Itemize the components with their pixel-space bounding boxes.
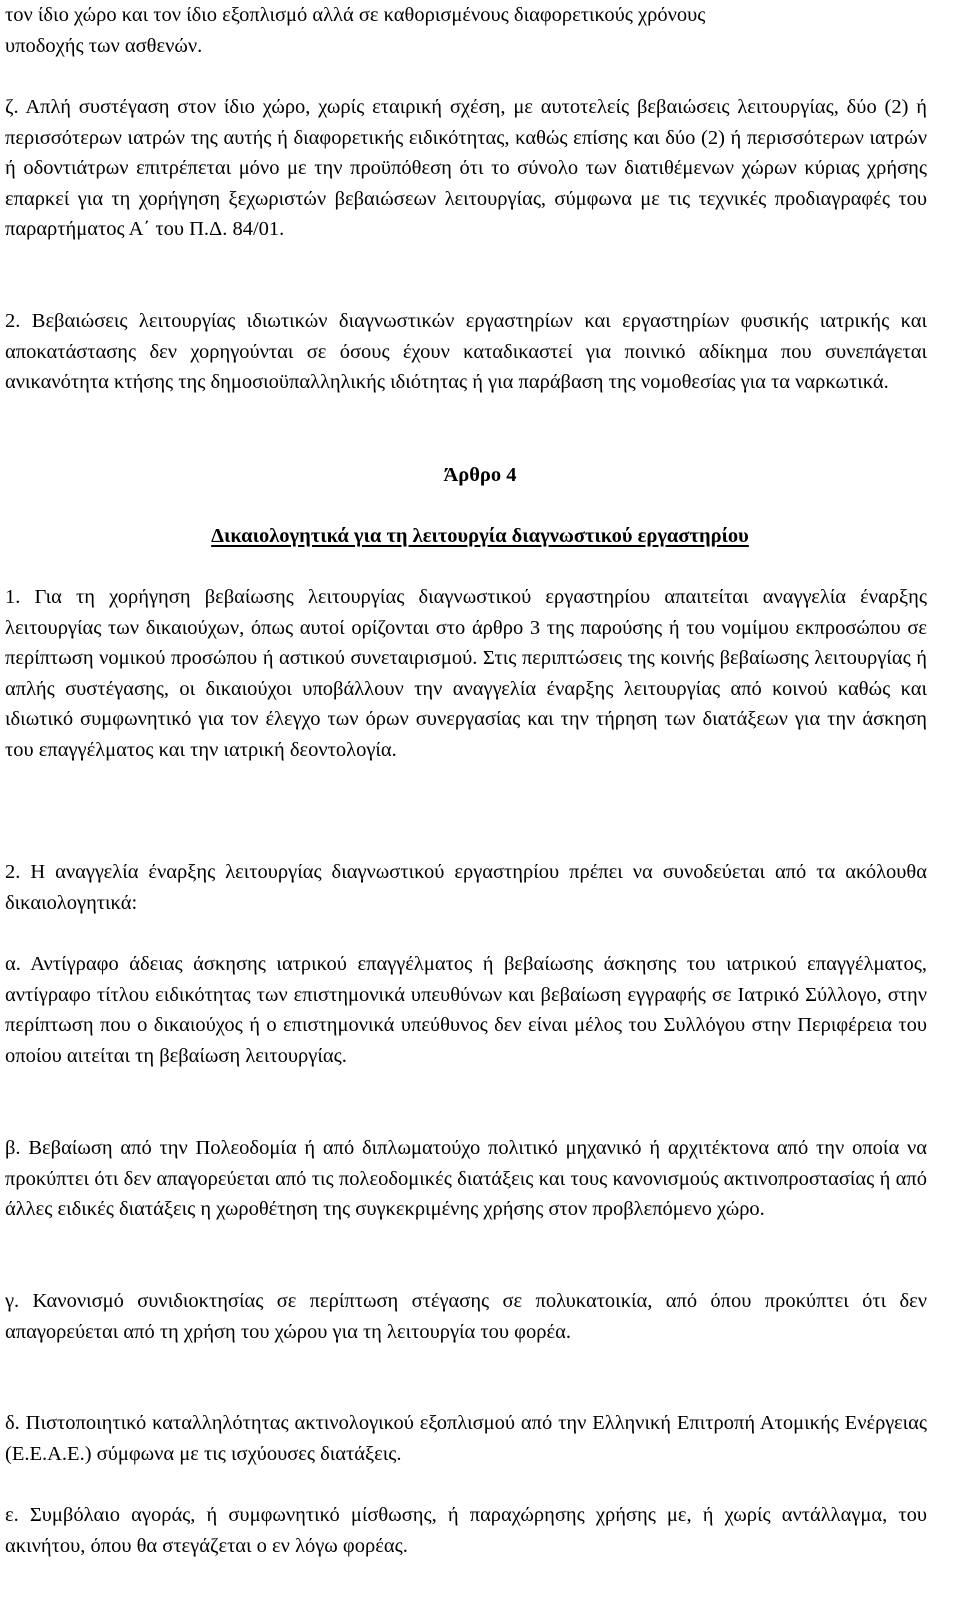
article-subtitle: Δικαιολογητικά για τη λειτουργία διαγνωστικού εργαστηρίου <box>211 525 749 547</box>
intro-paragraph <box>5 0 927 61</box>
intro-line-1: τον ίδιο χώρο και τον ίδιο εξοπλισμό αλλά σε καθορισμένους διαφορετικούς χρόνους <box>5 4 706 26</box>
item-c: γ. Κανονισμό συνιδιοκτησίας σε περίπτωση στέγασης σε πολυκατοικία, από όπου προκύπτει ότι δεν απαγορεύεται από τη χρήση του χώρου για τη λειτουργία του φορέα. <box>5 1290 927 1343</box>
article-4-paragraph-1: 1. Για τη χορήγηση βεβαίωσης λειτουργίας διαγνωστικού εργαστηρίου απαιτείται αναγγελία έναρξης λειτουργίας των δικαιούχων, όπως αυτοί ορίζονται στο άρθρο 3 της παρούσης ή του νομίμου εκπροσώπου σε περίπτωση νομικού προσώπου ή αστικού συνεταιρισμού. Στις περιπτώσεις της κοινής βεβαίωσης λειτουργίας ή απλής συστέγασης, οι δικαιούχοι υποβάλλουν την αναγγελία έναρξης λειτουργίας από κοινού καθώς και ιδιωτικό συμφωνητικό για τον έλεγχο των όρων συνεργασίας και την τήρηση των διατάξεων για την άσκηση του επαγγέλματος και την ιατρική δεοντολογία. <box>5 586 927 761</box>
paragraph-zeta: ζ. Απλή συστέγαση στον ίδιο χώρο, χωρίς εταιρική σχέση, με αυτοτελείς βεβαιώσεις λειτουργίας, δύο (2) ή περισσότερων ιατρών της αυτής ή διαφορετικής ειδικότητας, καθώς επίσης και δύο (2) ή περισσότερων ιατρών ή οδοντιάτρων επιτρέπεται μόνο με την προϋπόθεση ότι το σύνολο των διατιθέμενων χώρων κύριας χρήσης επαρκεί για τη χορήγηση ξεχωριστών βεβαιώσεων λειτουργίας, σύμφωνα με τις τεχνικές προδιαγραφές του παραρτήματος Α΄ του Π.Δ. 84/01. <box>5 96 927 241</box>
intro-line-2: υποδοχής των ασθενών. <box>5 34 203 57</box>
item-d: δ. Πιστοποιητικό καταλληλότητας ακτινολογικού εξοπλισμού από την Ελληνική Επιτροπή Ατομικής Ενέργειας (Ε.Ε.Α.Ε.) σύμφωνα με τις ισχύουσες διατάξεις. <box>5 1412 927 1465</box>
article-title: Άρθρο 4 <box>443 464 517 486</box>
item-a: α. Αντίγραφο άδειας άσκησης ιατρικού επαγγέλματος ή βεβαίωσης άσκησης του ιατρικού επαγγέλματος, αντίγραφο τίτλου ειδικότητας των επιστημονικά υπευθύνων και βεβαίωση εγγραφής σε Ιατρικό Σύλλογο, στην περίπτωση που ο δικαιούχος ή ο επιστημονικά υπεύθυνος δεν είναι μέλος του Συλλόγου στην Περιφέρεια του οποίου αιτείται τη βεβαίωση λειτουργίας. <box>5 953 927 1067</box>
paragraph-2: 2. Βεβαιώσεις λειτουργίας ιδιωτικών διαγνωστικών εργαστηρίων και εργαστηρίων φυσικής ιατρικής και αποκατάστασης δεν χορηγούνται σε όσους έχουν καταδικαστεί για ποινικό αδίκημα που συνεπάγεται ανικανότητα κτήσης της δημοσιοϋπαλληλικής ιδιότητας ή για παράβαση της νομοθεσίας για τα ναρκωτικά. <box>5 310 927 394</box>
item-b: β. Βεβαίωση από την Πολεοδομία ή από διπλωματούχο πολιτικό μηχανικό ή αρχιτέκτονα από την οποία να προκύπτει ότι δεν απαγορεύεται από τις πολεοδομικές διατάξεις και τους κανονισμούς ακτινοπροστασίας ή από άλλες ειδικές διατάξεις η χωροθέτηση της συγκεκριμένης χρήσης στον προβλεπόμενο χώρο. <box>5 1137 927 1221</box>
article-4-paragraph-2: 2. Η αναγγελία έναρξης λειτουργίας διαγνωστικού εργαστηρίου πρέπει να συνοδεύεται από τα ακόλουθα δικαιολογητικά: <box>5 861 927 914</box>
item-e: ε. Συμβόλαιο αγοράς, ή συμφωνητικό μίσθωσης, ή παραχώρησης χρήσης με, ή χωρίς αντάλλαγμα, του ακινήτου, όπου θα στεγάζεται ο εν λόγω φορέας. <box>5 1504 927 1557</box>
